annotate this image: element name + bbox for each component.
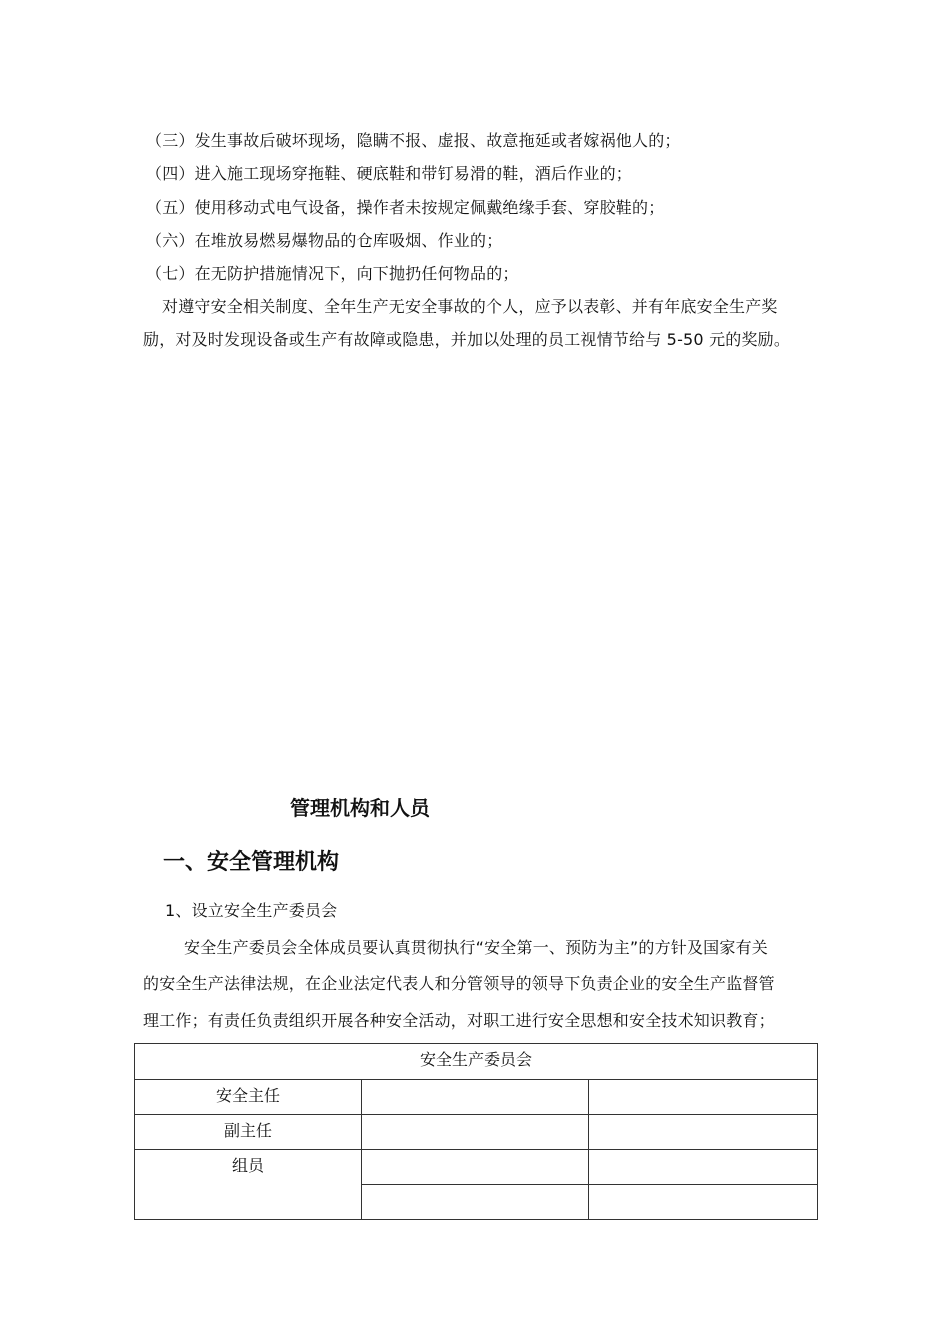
- committee-paragraph-line-2: 的安全生产法律法规，在企业法定代表人和分管领导的领导下负责企业的安全生产监督管: [143, 974, 775, 993]
- committee-table: [134, 1043, 818, 1220]
- list-item-5: （五）使用移动式电气设备，操作者未按规定佩戴绝缘手套、穿胶鞋的；: [146, 198, 665, 217]
- row-label-members: 组员: [135, 1150, 362, 1220]
- table-cell: [362, 1115, 589, 1150]
- table-caption: 安全生产委员会: [135, 1044, 818, 1080]
- list-item-4: （四）进入施工现场穿拖鞋、硬底鞋和带钉易滑的鞋，酒后作业的；: [146, 164, 633, 183]
- list-item-7: （七）在无防护措施情况下，向下抛扔任何物品的；: [146, 264, 519, 283]
- table-cell: [589, 1115, 818, 1150]
- row-label-deputy: 副主任: [135, 1115, 362, 1150]
- reward-paragraph-line-2: 励，对及时发现设备或生产有故障或隐患，并加以处理的员工视情节给与 5-50 元的奖励。: [143, 330, 791, 349]
- table-cell: [362, 1150, 589, 1185]
- list-item-6: （六）在堆放易燃易爆物品的仓库吸烟、作业的；: [146, 231, 503, 250]
- reward-paragraph-line-1: 对遵守安全相关制度、全年生产无安全事故的个人，应予以表彰、并有年底安全生产奖: [162, 297, 778, 316]
- page-title: 管理机构和人员: [290, 796, 430, 820]
- table-cell: [362, 1080, 589, 1115]
- subsection-heading: 1、设立安全生产委员会: [165, 901, 338, 920]
- committee-paragraph-line-1: 安全生产委员会全体成员要认真贯彻执行“安全第一、预防为主”的方针及国家有关: [184, 938, 768, 957]
- list-item-3: （三）发生事故后破坏现场，隐瞒不报、虚报、故意拖延或者嫁祸他人的；: [146, 131, 681, 150]
- table-cell: [589, 1150, 818, 1185]
- table-cell: [362, 1185, 589, 1220]
- section-heading: 一、安全管理机构: [163, 850, 340, 875]
- row-label-director: 安全主任: [135, 1080, 362, 1115]
- table-cell: [589, 1080, 818, 1115]
- table-cell: [589, 1185, 818, 1220]
- committee-paragraph-line-3: 理工作；有责任负责组织开展各种安全活动，对职工进行安全思想和安全技术知识教育；: [143, 1011, 775, 1030]
